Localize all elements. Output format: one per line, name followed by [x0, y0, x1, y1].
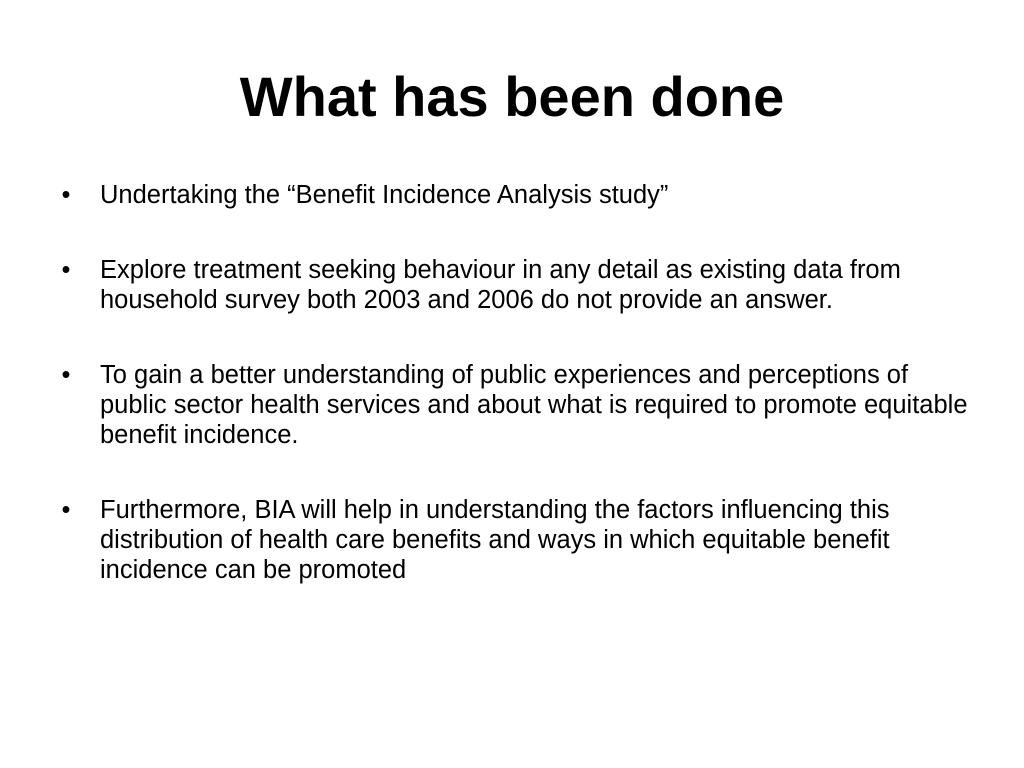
bullet-text: Undertaking the “Benefit Incidence Analysis study” [100, 181, 669, 209]
bullet-item [56, 180, 976, 210]
bullet-text: To gain a better understanding of public experiences and perceptions of public sector health services and about what is required to promote equitable benefit incidence. [100, 361, 968, 449]
bullet-item [56, 360, 976, 450]
slide-title: What has been done [239, 65, 785, 128]
bullet-text: Explore treatment seeking behaviour in any detail as existing data from household survey both 2003 and 2006 do not provide an answer. [100, 256, 901, 314]
bullet-list [56, 180, 976, 585]
bullet-item [56, 255, 976, 315]
bullet-item [56, 495, 976, 585]
bullet-icon: • [61, 256, 71, 284]
bullet-icon: • [61, 496, 71, 524]
bullet-text: Furthermore, BIA will help in understanding the factors influencing this distribution of health care benefits and ways in which equitable benefit incidence can be promoted [100, 496, 890, 584]
bullet-icon: • [61, 361, 71, 389]
bullet-icon: • [61, 181, 71, 209]
